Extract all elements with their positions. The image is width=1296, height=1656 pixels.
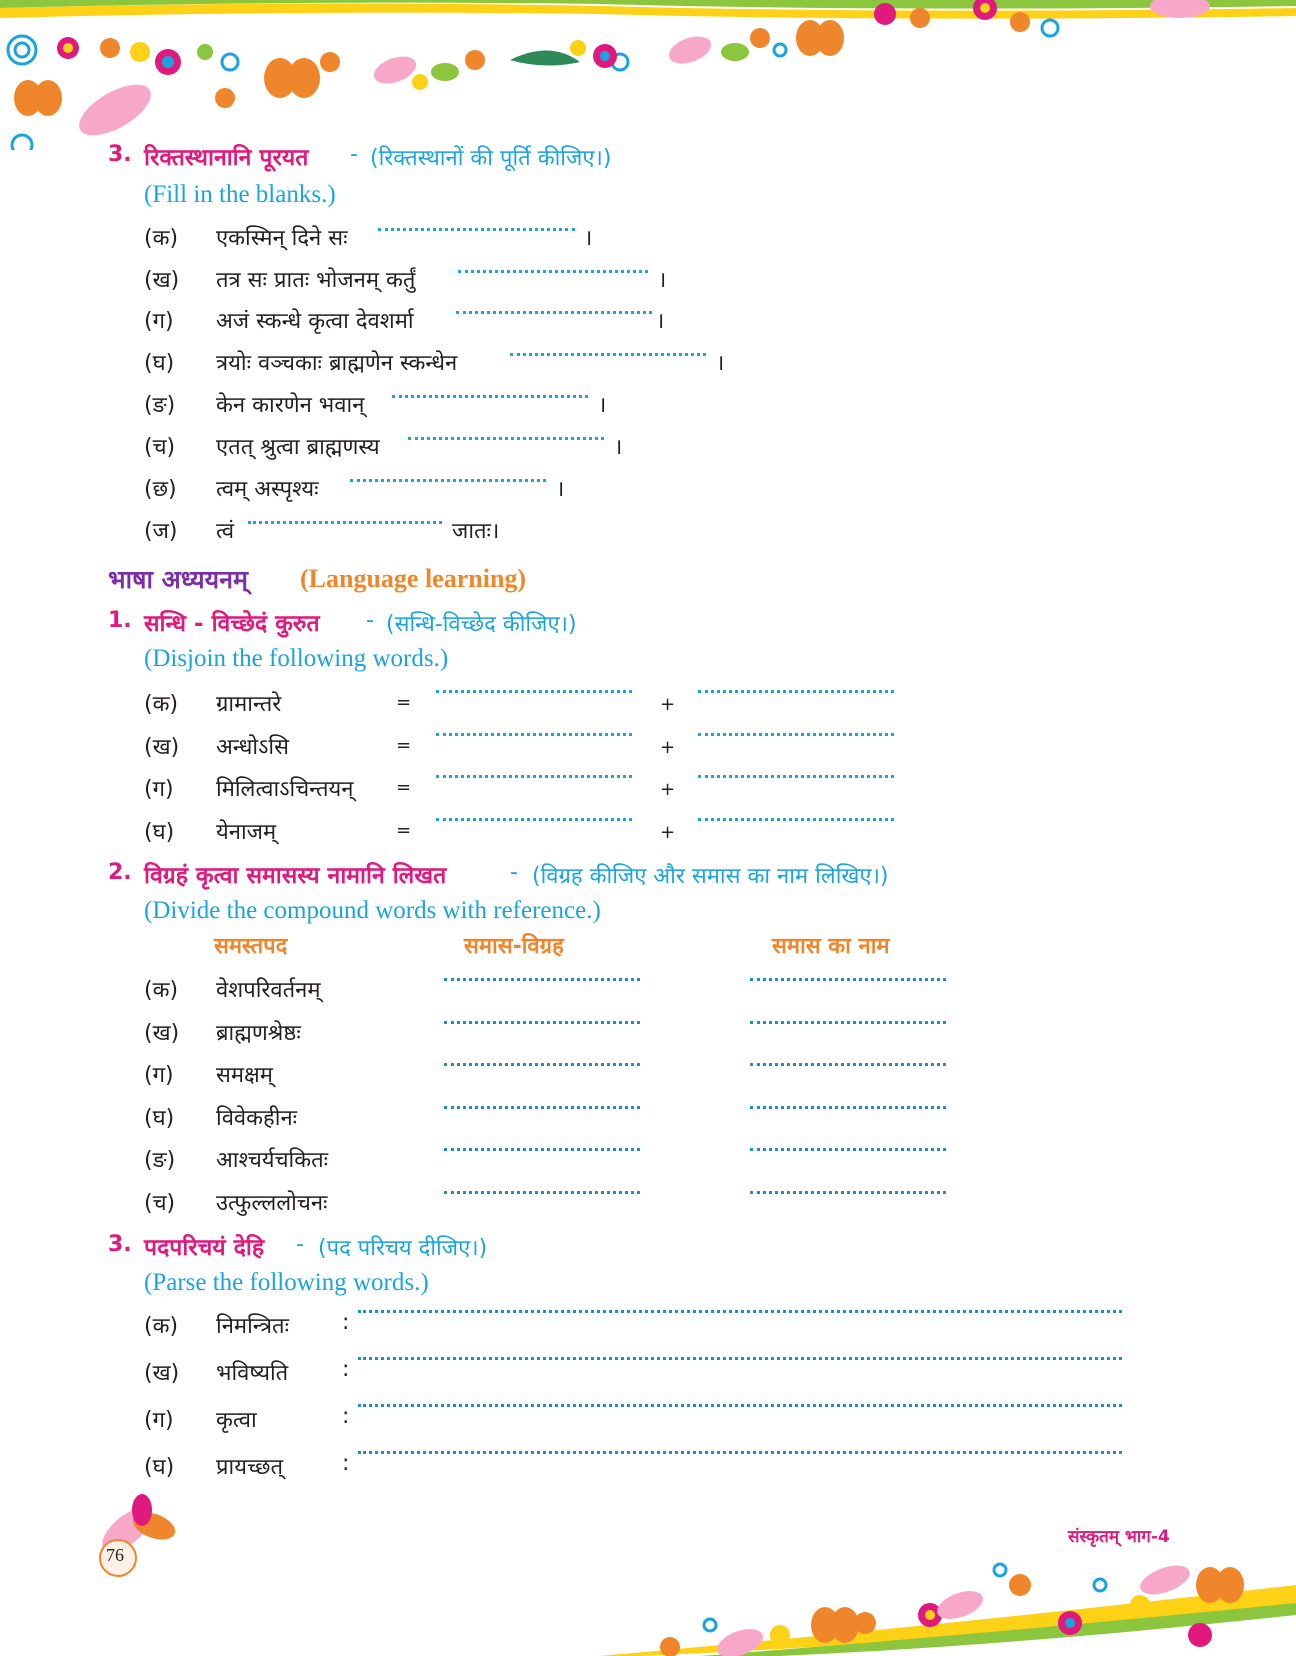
item-label: (ख) bbox=[144, 735, 180, 760]
item-label: (ग) bbox=[144, 777, 174, 802]
section-english-title: (Fill in the blanks.) bbox=[144, 181, 336, 208]
item-end: । bbox=[716, 351, 725, 376]
item-text: एतत् श्रुत्वा ब्राह्मणस्य bbox=[216, 435, 380, 460]
sandhi-dash: - bbox=[366, 608, 374, 633]
colon: : bbox=[342, 1404, 350, 1429]
blank-line[interactable] bbox=[436, 818, 632, 821]
blank-line[interactable] bbox=[750, 1063, 946, 1066]
sandhi-word: येनाजम् bbox=[216, 820, 277, 845]
pada-title: पदपरिचयं देहि bbox=[144, 1235, 265, 1261]
blank-line[interactable] bbox=[750, 978, 946, 981]
blank-line[interactable] bbox=[408, 437, 604, 440]
petal-icon bbox=[71, 0, 1210, 146]
section-number: 3. bbox=[108, 142, 132, 167]
item-text: एकस्मिन् दिने सः bbox=[216, 226, 348, 251]
item-label: (ख) bbox=[144, 1361, 180, 1386]
item-label: (ग) bbox=[144, 1063, 174, 1088]
item-text: त्वं bbox=[216, 519, 235, 544]
item-end: । bbox=[556, 477, 565, 502]
blank-line[interactable] bbox=[444, 978, 640, 981]
item-end: । bbox=[584, 226, 593, 251]
item-end: । bbox=[658, 268, 667, 293]
pada-word: कृत्वा bbox=[216, 1408, 257, 1433]
blank-line[interactable] bbox=[698, 690, 894, 693]
blank-line[interactable] bbox=[456, 311, 652, 314]
item-label: (क) bbox=[144, 226, 179, 251]
item-text: त्वम् अस्पृश्यः bbox=[216, 477, 319, 502]
blank-line[interactable] bbox=[436, 690, 632, 693]
samas-title: विग्रहं कृत्वा समासस्य नामानि लिखत bbox=[144, 863, 447, 889]
page-number-flower-icon bbox=[92, 1490, 192, 1580]
item-label: (ङ) bbox=[144, 1148, 176, 1173]
pada-english-title: (Parse the following words.) bbox=[144, 1269, 429, 1296]
samas-dash: - bbox=[510, 860, 518, 885]
blank-line[interactable] bbox=[698, 733, 894, 736]
blank-line[interactable] bbox=[358, 1310, 1122, 1313]
bottom-floral-border bbox=[600, 1555, 1296, 1656]
blank-line[interactable] bbox=[350, 479, 546, 482]
samas-word: ब्राह्मणश्रेष्ठः bbox=[216, 1021, 301, 1046]
item-text: तत्र सः प्रातः भोजनम् कर्तुं bbox=[216, 268, 416, 293]
blank-line[interactable] bbox=[248, 521, 442, 524]
samas-english-title: (Divide the compound words with reference.) bbox=[144, 897, 601, 924]
item-label: (ग) bbox=[144, 1408, 174, 1433]
item-label: (घ) bbox=[144, 1455, 175, 1480]
item-label: (क) bbox=[144, 978, 179, 1003]
section-title: रिक्तस्थानानि पूरयत bbox=[144, 145, 309, 171]
item-label: (ख) bbox=[144, 268, 180, 293]
sandhi-number: 1. bbox=[108, 608, 132, 633]
item-label: (छ) bbox=[144, 477, 177, 502]
pada-word: भविष्यति bbox=[216, 1361, 289, 1386]
samas-column-header: समास-विग्रह bbox=[464, 934, 564, 959]
item-text: त्रयोः वञ्चकाः ब्राह्मणेन स्कन्धेन bbox=[216, 351, 458, 376]
item-label: (घ) bbox=[144, 351, 175, 376]
blank-line[interactable] bbox=[458, 270, 648, 273]
language-heading-hindi: भाषा अध्ययनम् bbox=[108, 565, 249, 594]
blank-line[interactable] bbox=[444, 1191, 640, 1194]
section-dash: - bbox=[350, 142, 358, 167]
blank-line[interactable] bbox=[378, 228, 575, 231]
plus-sign: + bbox=[660, 737, 676, 758]
item-label: (च) bbox=[144, 435, 176, 460]
blank-line[interactable] bbox=[698, 818, 894, 821]
plus-sign: + bbox=[660, 694, 676, 715]
plus-sign: + bbox=[660, 779, 676, 800]
sandhi-word: अन्धोऽसि bbox=[216, 735, 289, 760]
book-title: संस्कृतम् भाग-4 bbox=[1068, 1527, 1170, 1547]
item-end: । bbox=[614, 435, 623, 460]
blank-line[interactable] bbox=[698, 775, 894, 778]
item-end: । bbox=[656, 309, 665, 334]
equals-sign: = bbox=[396, 777, 412, 798]
blank-line[interactable] bbox=[510, 353, 706, 356]
blank-line[interactable] bbox=[436, 775, 632, 778]
samas-number: 2. bbox=[108, 860, 132, 885]
swirl-icon bbox=[8, 20, 1058, 150]
colon: : bbox=[342, 1357, 350, 1382]
equals-sign: = bbox=[396, 735, 412, 756]
blank-line[interactable] bbox=[444, 1106, 640, 1109]
pada-number: 3. bbox=[108, 1232, 132, 1257]
samas-word: विवेकहीनः bbox=[216, 1106, 298, 1131]
sandhi-word: मिलित्वाऽचिन्तयन् bbox=[216, 777, 354, 802]
equals-sign: = bbox=[396, 820, 412, 841]
item-label: (ङ) bbox=[144, 393, 176, 418]
blank-line[interactable] bbox=[358, 1357, 1122, 1360]
item-label: (ख) bbox=[144, 1021, 180, 1046]
blank-line[interactable] bbox=[358, 1451, 1122, 1454]
colon: : bbox=[342, 1451, 350, 1476]
sandhi-word: ग्रामान्तरे bbox=[216, 692, 282, 717]
item-text: केन कारणेन भवान् bbox=[216, 393, 365, 418]
blank-line[interactable] bbox=[750, 1191, 946, 1194]
blank-line[interactable] bbox=[750, 1106, 946, 1109]
pada-word: निमन्त्रितः bbox=[216, 1314, 290, 1339]
samas-word: आश्चर्यचकितः bbox=[216, 1148, 329, 1173]
language-heading-english: (Language learning) bbox=[300, 564, 527, 593]
item-end: । bbox=[598, 393, 607, 418]
pada-word: प्रायच्छत् bbox=[216, 1455, 284, 1480]
blank-line[interactable] bbox=[392, 395, 588, 398]
blank-line[interactable] bbox=[444, 1148, 640, 1151]
samas-hindi-title: (विग्रह कीजिए और समास का नाम लिखिए।) bbox=[532, 864, 889, 889]
item-label: (च) bbox=[144, 1191, 176, 1216]
blank-line[interactable] bbox=[358, 1404, 1122, 1407]
item-label: (ज) bbox=[144, 519, 178, 544]
blank-line[interactable] bbox=[750, 1148, 946, 1151]
blank-line[interactable] bbox=[750, 1021, 946, 1024]
sandhi-english-title: (Disjoin the following words.) bbox=[144, 645, 449, 672]
item-label: (ग) bbox=[144, 309, 174, 334]
samas-word: वेशपरिवर्तनम् bbox=[216, 978, 321, 1003]
item-end: जातः। bbox=[452, 519, 500, 544]
item-text: अजं स्कन्धे कृत्वा देवशर्मा bbox=[216, 309, 414, 334]
sandhi-hindi-title: (सन्धि-विच्छेद कीजिए।) bbox=[386, 612, 577, 637]
page-number: 76 bbox=[106, 1545, 124, 1565]
item-label: (क) bbox=[144, 692, 179, 717]
samas-column-header: समास का नाम bbox=[772, 934, 890, 959]
section-hindi-title: (रिक्तस्थानों की पूर्ति कीजिए।) bbox=[370, 146, 612, 171]
item-label: (क) bbox=[144, 1314, 179, 1339]
pada-hindi-title: (पद परिचय दीजिए।) bbox=[318, 1236, 488, 1261]
pada-dash: - bbox=[296, 1232, 304, 1257]
item-label: (घ) bbox=[144, 1106, 175, 1131]
blank-line[interactable] bbox=[436, 733, 632, 736]
equals-sign: = bbox=[396, 692, 412, 713]
blank-line[interactable] bbox=[444, 1021, 640, 1024]
plus-sign: + bbox=[660, 822, 676, 843]
sandhi-title: सन्धि - विच्छेदं कुरुत bbox=[144, 611, 320, 637]
colon: : bbox=[342, 1310, 350, 1335]
samas-column-header: समस्तपद bbox=[214, 934, 288, 959]
item-label: (घ) bbox=[144, 820, 175, 845]
top-floral-border bbox=[0, 0, 1296, 150]
samas-word: समक्षम् bbox=[216, 1063, 273, 1088]
blank-line[interactable] bbox=[444, 1063, 640, 1066]
samas-word: उत्फुल्ललोचनः bbox=[216, 1191, 328, 1216]
